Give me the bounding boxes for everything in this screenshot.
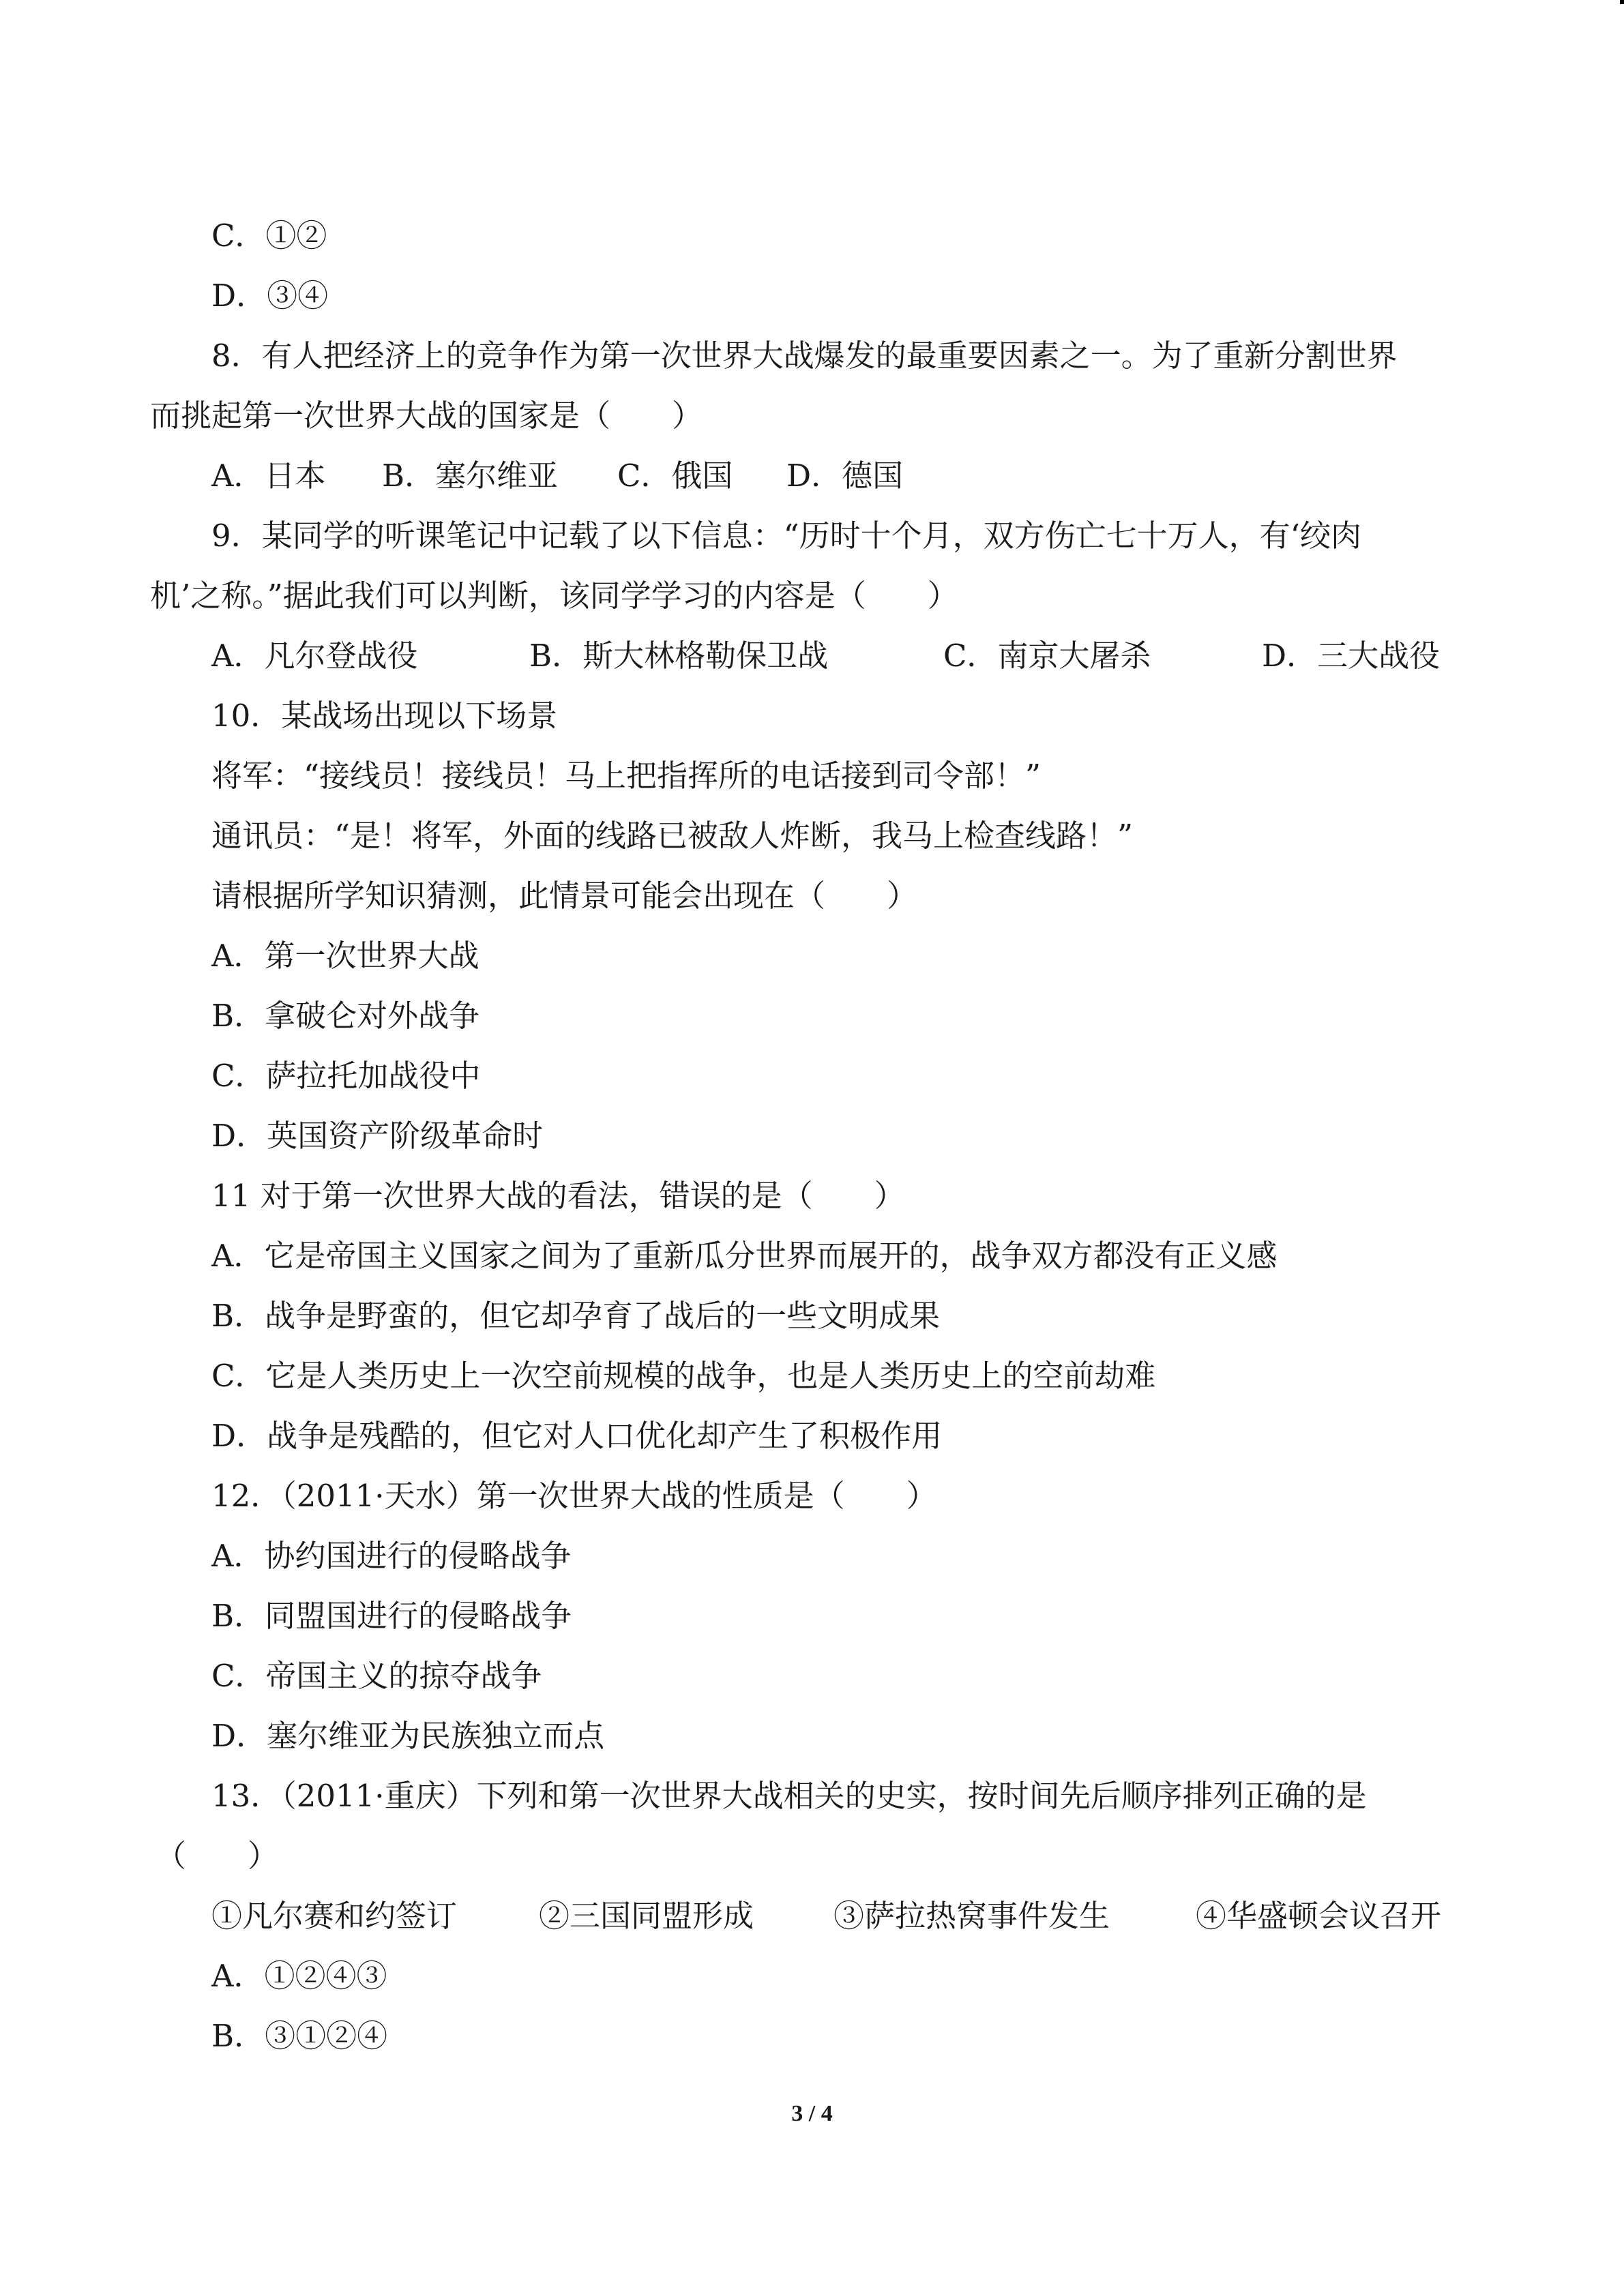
q7-option-d: D．③④ <box>211 278 329 314</box>
q11-stem: 11 对于第一次世界大战的看法，错误的是（ ） <box>211 1178 905 1214</box>
q8-option-c: C．俄国 <box>617 458 733 494</box>
q12-option-c: C．帝国主义的掠夺战争 <box>211 1658 542 1694</box>
corner-mark <box>1620 0 1624 4</box>
q11-option-d: D．战争是残酷的，但它对人口优化却产生了积极作用 <box>211 1418 943 1454</box>
q8-option-b: B．塞尔维亚 <box>382 458 559 494</box>
q11-option-a: A．它是帝国主义国家之间为了重新瓜分世界而展开的，战争双方都没有正义感 <box>211 1238 1278 1274</box>
q12-option-d: D．塞尔维亚为民族独立而点 <box>211 1718 605 1754</box>
q10-option-b: B．拿破仑对外战争 <box>211 998 480 1034</box>
q13-option-b: B．③①②④ <box>211 2018 388 2054</box>
q9-option-b: B．斯大林格勒保卫战 <box>529 638 829 674</box>
q8-stem-line1: 8．有人把经济上的竞争作为第一次世界大战爆发的最重要因素之一。为了重新分割世界 <box>211 338 1398 374</box>
q12-stem: 12．（2011·天水）第一次世界大战的性质是（ ） <box>211 1478 937 1514</box>
q12-option-b: B．同盟国进行的侵略战争 <box>211 1598 572 1634</box>
q13-event-4: ④华盛顿会议召开 <box>1196 1898 1442 1934</box>
q8-option-a: A．日本 <box>211 458 326 494</box>
q9-option-c: C．南京大屠杀 <box>943 638 1151 674</box>
q9-stem-line2: 机’之称。”据此我们可以判断，该同学学习的内容是（ ） <box>150 578 958 614</box>
q10-option-c: C．萨拉托加战役中 <box>211 1058 481 1094</box>
q9-stem-line1: 9．某同学的听课笔记中记载了以下信息：“历时十个月，双方伤亡七十万人，有‘绞肉 <box>211 518 1361 554</box>
q10-option-d: D．英国资产阶级革命时 <box>211 1118 544 1154</box>
q13-stem-line2: （ ） <box>156 1838 279 1874</box>
q9-option-a: A．凡尔登战役 <box>211 638 418 674</box>
q10-dialogue-general: 将军：“接线员！接线员！马上把指挥所的电话接到司令部！” <box>211 758 1042 794</box>
q11-option-b: B．战争是野蛮的，但它却孕育了战后的一些文明成果 <box>211 1298 941 1334</box>
q13-event-1: ①凡尔赛和约签订 <box>211 1898 458 1934</box>
page-number: 3 / 4 <box>791 2101 833 2126</box>
q10-question: 请根据所学知识猜测，此情景可能会出现在（ ） <box>211 878 918 914</box>
q12-option-a: A．协约国进行的侵略战争 <box>211 1538 572 1574</box>
q8-option-d: D．德国 <box>786 458 904 494</box>
q11-option-c: C．它是人类历史上一次空前规模的战争，也是人类历史上的空前劫难 <box>211 1358 1156 1394</box>
q10-stem: 10．某战场出现以下场景 <box>211 698 558 734</box>
q13-event-3: ③萨拉热窝事件发生 <box>833 1898 1110 1934</box>
q7-option-c: C．①② <box>211 218 327 254</box>
q13-option-a: A．①②④③ <box>211 1958 387 1994</box>
q13-event-2: ②三国同盟形成 <box>539 1898 754 1934</box>
q10-dialogue-operator: 通讯员：“是！将军，外面的线路已被敌人炸断，我马上检查线路！” <box>211 818 1134 854</box>
q9-option-d: D．三大战役 <box>1262 638 1441 674</box>
q13-stem-line1: 13．（2011·重庆）下列和第一次世界大战相关的史实，按时间先后顺序排列正确的是 <box>211 1778 1367 1814</box>
q8-stem-line2: 而挑起第一次世界大战的国家是（ ） <box>150 398 703 434</box>
q10-option-a: A．第一次世界大战 <box>211 938 479 974</box>
